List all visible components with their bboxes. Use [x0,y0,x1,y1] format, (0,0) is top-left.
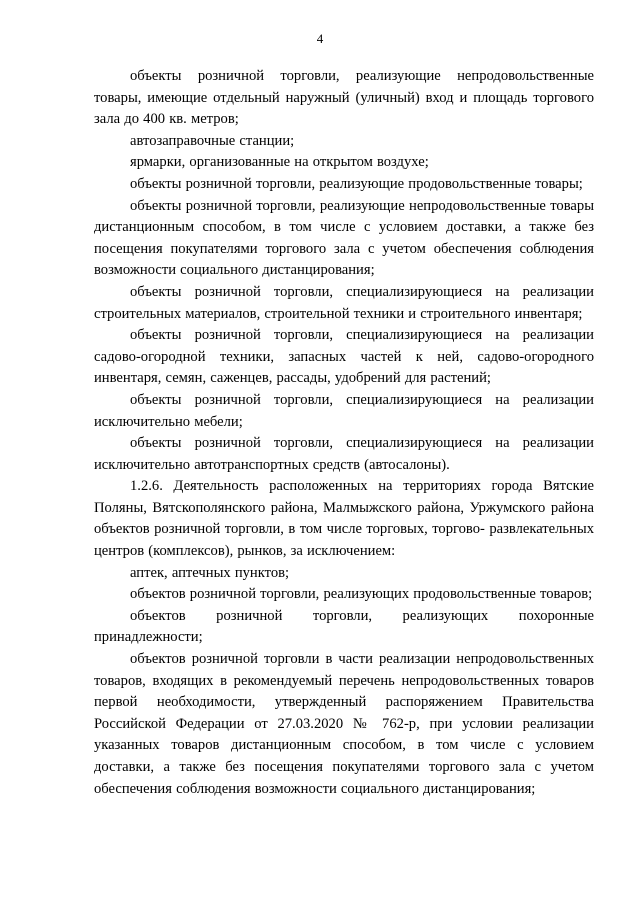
page-number: 4 [316,31,324,46]
paragraph-line: аптек, аптечных пунктов; [130,564,290,581]
paragraph-line: объекты розничной торговли, специализирующиеся на реализации [130,327,594,344]
paragraph [94,390,594,433]
paragraph [94,66,594,131]
paragraph-line: соблюдения возможности социального дистанцирования; [94,240,595,279]
paragraph-line: товаров; [540,586,593,603]
paragraph-line: первой необходимости, утвержденный распоряжением Правительства [94,694,594,711]
paragraph-line: Поляны, Вятскополянского района, Малмыжского района, Уржумского [94,499,546,516]
paragraph-line: товары, имеющие отдельный наружный (уличный) вход и площадь торгового [94,89,594,106]
paragraph-line: исключительно мебели; [94,413,243,430]
paragraph [94,476,594,562]
paragraph-line: объекты розничной торговли, специализирующиеся на реализации [130,391,594,408]
paragraph-line: Российской Федерации от 27.03.2020 № 762-р, при условии реализации [94,715,594,732]
paragraph [94,584,594,606]
paragraph-line: зала до 400 кв. метров; [94,111,239,128]
paragraph [94,196,594,282]
paragraph-line: ярмарки, организованные на открытом воздухе; [130,154,429,171]
paragraph-line: инвентаря, семян, саженцев, рассады, удобрений для растений; [94,370,491,387]
paragraph [94,131,594,153]
paragraph-line: района объектов розничной торговли, в том числе торговых, торгово- [94,499,594,538]
paragraph-line: 1.2.6. Деятельность расположенных на территориях города Вятские [130,478,594,495]
paragraph-line: товары дистанционным способом, в том числе с условием доставки, а также [94,197,594,236]
paragraph [94,606,594,649]
paragraph-line: объектов розничной торговли, реализующих похоронные [130,607,594,624]
paragraph-line: объекты розничной торговли, специализирующиеся на реализации [130,435,594,452]
paragraph-line: соблюдения возможности социального дистанцирования; [176,780,536,797]
paragraph-line: принадлежности; [94,629,203,646]
paragraph-line: товаров, входящих в рекомендуемый перечень непродовольственных товаров [94,672,594,689]
paragraph-line: объекты розничной торговли, реализующие продовольственные [130,175,531,192]
paragraph [94,563,594,585]
paragraph-line: объекты розничной торговли, специализирующиеся на реализации [130,283,594,300]
paragraph [94,433,594,476]
paragraph [94,649,594,800]
document-body [94,66,594,800]
paragraph-line: развлекательных центров (комплексов), рынков, за исключением: [94,521,594,560]
paragraph [94,152,594,174]
paragraph-line: указанных товаров дистанционным способом, в том числе с условием доставки, а [94,737,594,775]
paragraph [94,325,594,390]
paragraph-line: объектов розничной торговли, реализующих продовольственные [130,586,536,603]
paragraph-line: строительных материалов, строительной техники и строительного инвентаря; [94,305,583,322]
paragraph-line: без посещения покупателями торгового зала с учетом обеспечения [94,219,594,257]
paragraph-line: объекты розничной торговли, реализующие непродовольственные [130,68,594,84]
paragraph-line: товары; [535,175,583,192]
paragraph-line: объектов розничной торговли в части реализации непродовольственных [130,651,594,668]
paragraph [94,282,594,325]
paragraph-line: исключительно автотранспортных средств (автосалоны). [94,456,450,473]
paragraph-line: автозаправочные станции; [130,132,295,149]
paragraph-line: садово-огородной техники, запасных частей к ней, садово-огородного [94,348,594,365]
paragraph-line: объекты розничной торговли, реализующие непродовольственные [130,197,546,214]
paragraph [94,174,594,196]
paragraph-line: также без посещения покупателями торгового зала с учетом обеспечения [94,759,594,797]
